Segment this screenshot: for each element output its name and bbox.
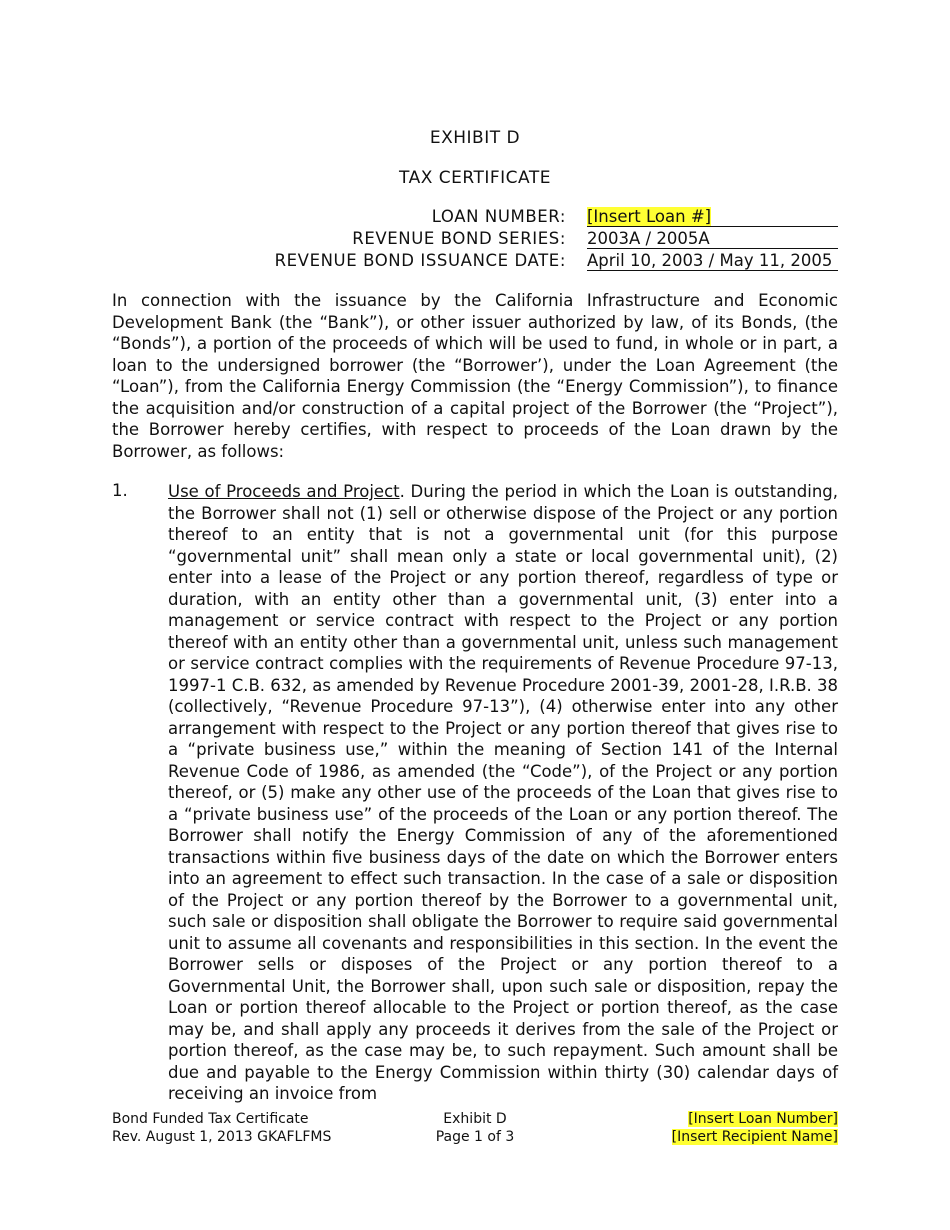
item-paragraph <box>168 481 838 1105</box>
footer-recipient-name: [Insert Recipient Name] <box>671 1129 838 1145</box>
exhibit-title: EXHIBIT D <box>429 128 521 148</box>
issuance-date-value: April 10, 2003 / May 11, 2005 <box>587 251 838 271</box>
item-number: 1. <box>112 481 128 500</box>
issuance-date-label: REVENUE BOND ISSUANCE DATE: <box>274 251 566 270</box>
document-title: TAX CERTIFICATE <box>399 168 551 188</box>
loan-number-row <box>112 207 838 229</box>
loan-number-label: LOAN NUMBER: <box>431 207 566 226</box>
bond-series-row <box>112 229 838 251</box>
loan-number-value: [Insert Loan #] <box>587 207 712 226</box>
footer-left <box>112 1110 331 1146</box>
item-text: . During the period in which the Loan is outstanding, the Borrower shall not (1) sell or otherwise dispose of the Project or any portion thereof to an entity that is not a governmental unit (for this purpose “governmental unit” shall mean only a state or local governmental unit), (2) enter into a lease of the Project or any portion thereof, regardless of type or duration, with an entity other than a governmental unit, (3) enter into a management or service contract with respect to the Project or any portion thereof with an entity other than a governmental unit, unless such management or service contract complies with the requirements of Revenue Procedure 97-13, 1997-1 C.B. 632, as amended by Revenue Procedure 2001-39, 2001-28, I.R.B. 38 (collectively, “Revenue Procedure 97-13”), (4) otherwise enter into any other arrangement with respect to the Project or any portion thereof that gives rise to a “private business use,” within the meaning of Section 141 of the Internal Revenue Code of 1986, as amended (the “Code”), of the Project or any portion thereof, or (5) make any other use of the proceeds of the Loan that gives rise to a “private business use” of the proceeds of the Loan or any portion thereof. The Borrower shall notify the Energy Commission of any of the aforementioned transactions within five business days of the date on which the Borrower enters into an agreement to effect such transaction. In the case of a sale or disposition of the Project or any portion thereof by the Borrower to a governmental unit, such sale or disposition shall obligate the Borrower to require said governmental unit to assume all covenants and responsibilities in this section. In the event the Borrower sells or disposes of the Project or any portion thereof to a Governmental Unit, the Borrower shall, upon such sale or disposition, repay the Loan or portion thereof allocable to the Project or portion thereof, as the case may be, and shall apply any proceeds it derives from the sale of the Project or portion thereof, as the case may be, to such repayment. Such amount shall be due and payable to the Energy Commission within thirty (30) calendar days of receiving an invoice from <box>168 482 838 1103</box>
bond-series-value: 2003A / 2005A <box>587 229 838 249</box>
footer-page-number: Page 1 of 3 <box>435 1129 515 1145</box>
footer-doc-name: Bond Funded Tax Certificate <box>112 1111 309 1127</box>
bond-series-label: REVENUE BOND SERIES: <box>352 229 566 248</box>
footer-center <box>400 1110 550 1146</box>
footer-loan-number: [Insert Loan Number] <box>688 1111 838 1127</box>
footer-right <box>672 1110 838 1146</box>
intro-paragraph: In connection with the issuance by the California Infrastructure and Economic Development Bank (the “Bank”), or other issuer authorized by law, of its Bonds, (the “Bonds”), a portion of the proceeds of which will be used to fund, in whole or in part, a loan to the undersigned borrower (the “Borrower’), under the Loan Agreement (the “Loan”), from the California Energy Commission (the “Energy Commission”), to finance the acquisition and/or construction of a capital project of the Borrower (the “Project”), the Borrower hereby certifies, with respect to proceeds of the Loan drawn by the Borrower, as follows: <box>112 291 838 461</box>
item-heading: Use of Proceeds and Project <box>168 482 400 501</box>
issuance-date-row <box>112 251 838 273</box>
footer-exhibit: Exhibit D <box>443 1111 507 1127</box>
loan-number-field[interactable] <box>587 207 838 227</box>
footer-revision: Rev. August 1, 2013 GKAFLFMS <box>112 1129 332 1145</box>
